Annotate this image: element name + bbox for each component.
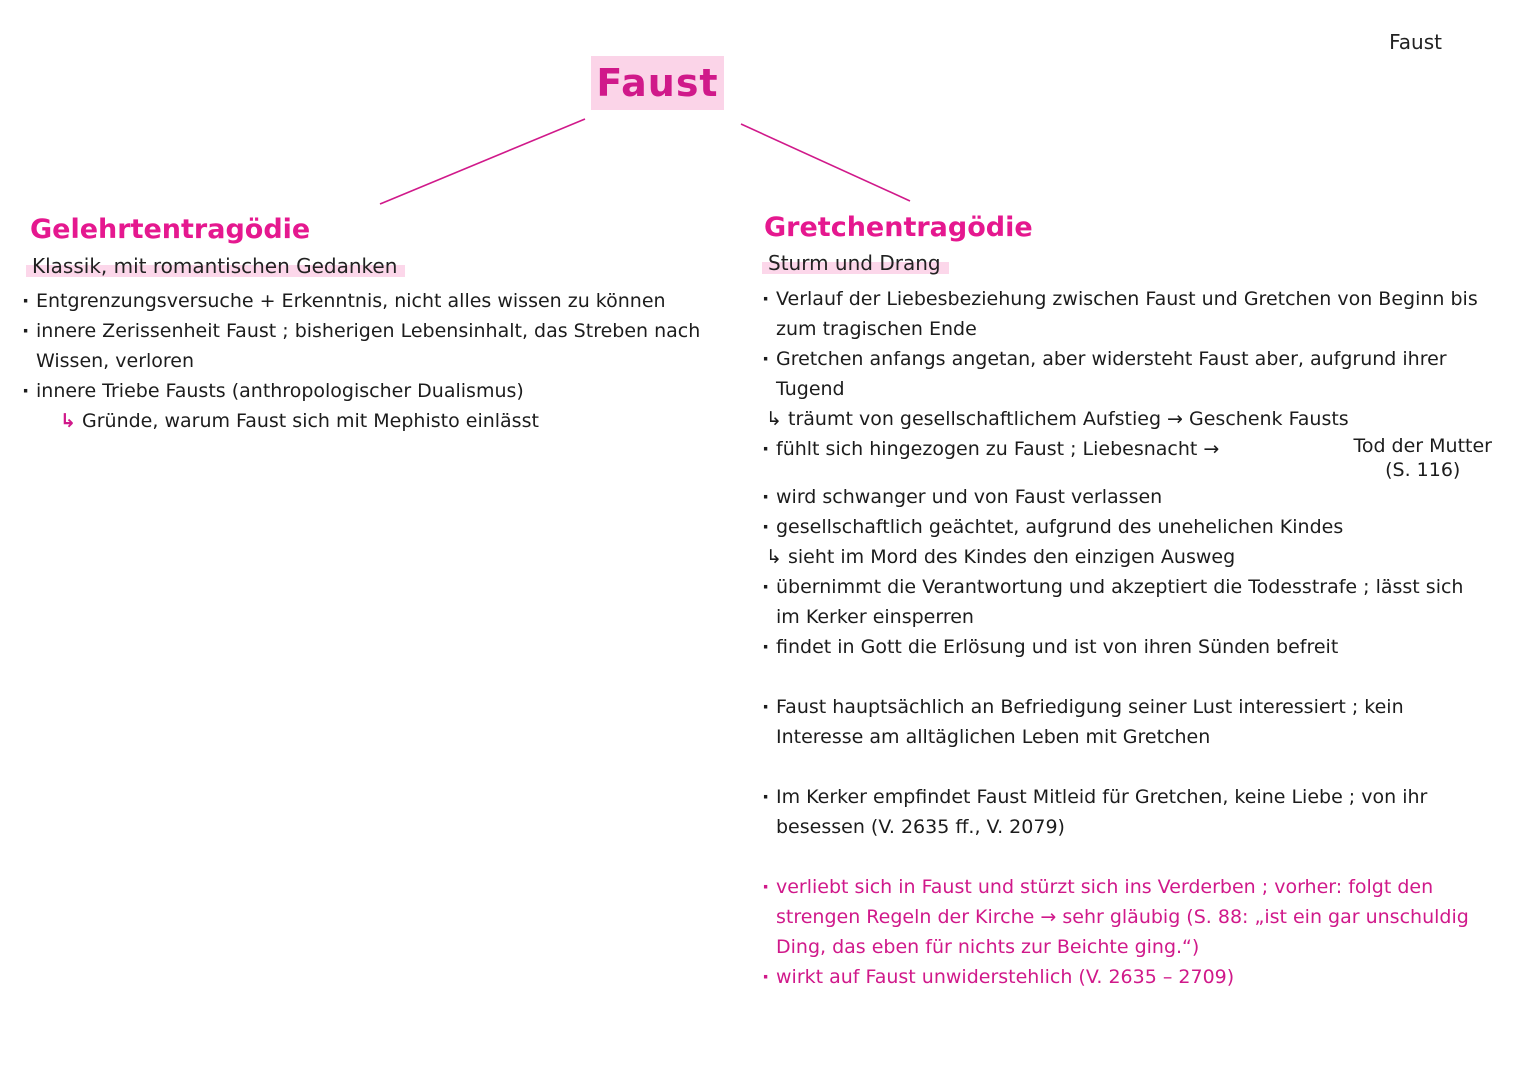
list-item: · gesellschaftlich geächtet, aufgrund des unehelichen Kindes	[762, 512, 1492, 542]
list-item: · verliebt sich in Faust und stürzt sich ins Verderben ; vorher: folgt den strengen Regeln der Kirche → sehr gläubig (S. 88: „ist ein gar unschuldig Ding, das eben für nichts zur Beichte ging.“)	[762, 872, 1492, 962]
side-note-line: (S. 116)	[1385, 459, 1461, 481]
sub-list-item: ↳ sieht im Mord des Kindes den einzigen Ausweg	[762, 542, 1492, 572]
list-item: · übernimmt die Verantwortung und akzeptiert die Todesstrafe ; lässt sich im Kerker einsperren	[762, 572, 1492, 632]
list-item: · innere Zerissenheit Faust ; bisherigen Lebensinhalt, das Streben nach Wissen, verloren	[22, 316, 742, 376]
left-subheading: Klassik, mit romantischen Gedanken	[26, 254, 405, 278]
list-item: · Entgrenzungsversuche + Erkenntnis, nicht alles wissen zu können	[22, 286, 742, 316]
page-title: Faust	[596, 61, 719, 105]
list-item: · innere Triebe Fausts (anthropologischer Dualismus)	[22, 376, 742, 406]
list-item: · Faust hauptsächlich an Befriedigung seiner Lust interessiert ; kein Interesse am alltäglichen Leben mit Gretchen	[762, 692, 1492, 752]
left-column	[22, 286, 742, 436]
right-branch-line	[741, 124, 910, 201]
left-branch-line	[380, 119, 585, 204]
corner-label: Faust	[1389, 30, 1442, 54]
list-item: · findet in Gott die Erlösung und ist von ihren Sünden befreit	[762, 632, 1492, 662]
left-heading: Gelehrtentragödie	[30, 214, 311, 245]
title-highlight-box	[591, 56, 724, 110]
list-item: · Im Kerker empfindet Faust Mitleid für Gretchen, keine Liebe ; von ihr besessen (V. 2635 ff., V. 2079)	[762, 782, 1492, 842]
right-column	[762, 284, 1492, 992]
list-item: · fühlt sich hingezogen zu Faust ; Liebesnacht →	[762, 434, 1343, 482]
list-item: · wirkt auf Faust unwiderstehlich (V. 2635 – 2709)	[762, 962, 1492, 992]
right-subheading: Sturm und Drang	[762, 251, 949, 275]
liebesnacht-row	[762, 434, 1492, 482]
list-item: · Verlauf der Liebesbeziehung zwischen Faust und Gretchen von Beginn bis zum tragischen Ende	[762, 284, 1492, 344]
sub-list-item: ↳ Gründe, warum Faust sich mit Mephisto einlässt	[56, 406, 742, 436]
sub-list-item: ↳ träumt von gesellschaftlichem Aufstieg → Geschenk Fausts	[762, 404, 1492, 434]
right-heading: Gretchentragödie	[764, 212, 1033, 243]
list-item: · Gretchen anfangs angetan, aber widersteht Faust aber, aufgrund ihrer Tugend	[762, 344, 1492, 404]
side-note-line: Tod der Mutter	[1353, 435, 1492, 457]
list-item: · wird schwanger und von Faust verlassen	[762, 482, 1492, 512]
side-note	[1353, 434, 1492, 482]
